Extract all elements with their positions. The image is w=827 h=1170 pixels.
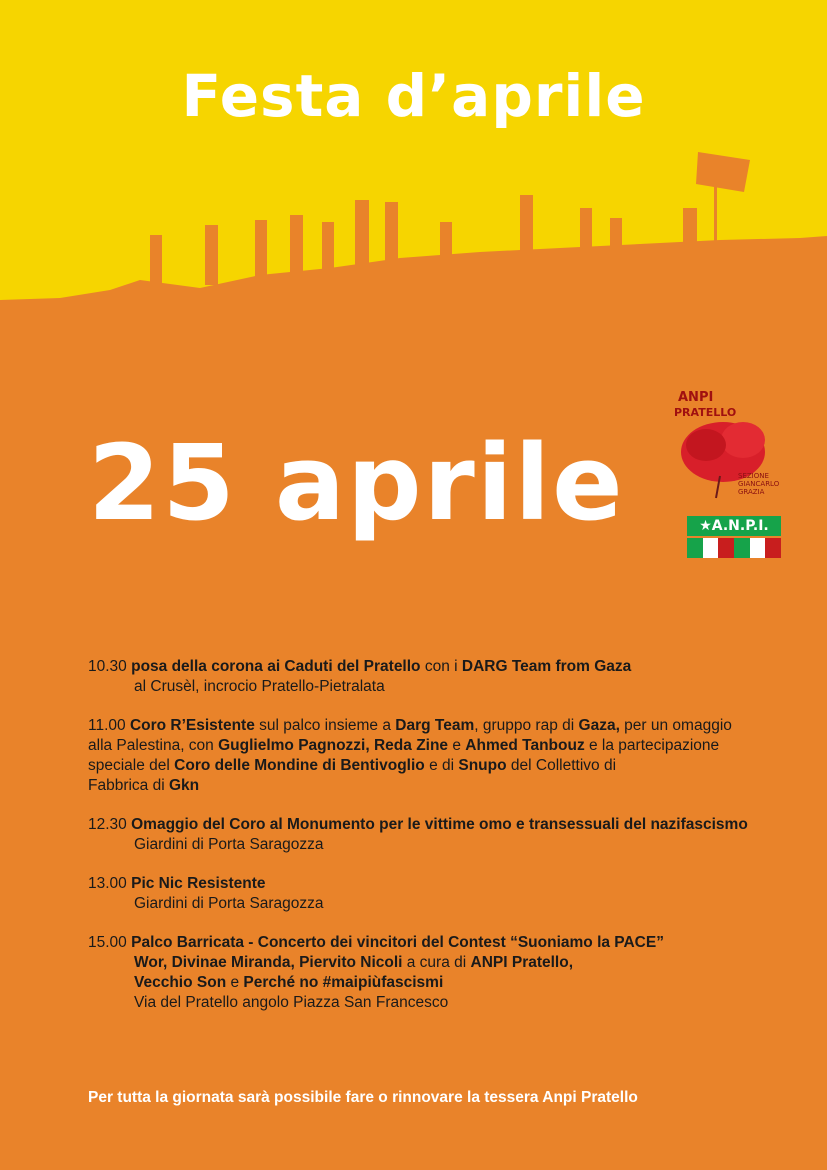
program-text: e la partecipazione <box>584 737 720 754</box>
program-entry-headline <box>88 874 748 894</box>
anpi-pratello-logo <box>668 390 788 505</box>
program-time: 10.30 <box>88 658 127 675</box>
program-text-bold: Coro R’Esistente <box>129 717 255 734</box>
program-text-bold: Pic Nic Resistente <box>131 875 266 892</box>
program-location: Giardini di Porta Saragozza <box>134 895 324 912</box>
program-entry <box>88 716 748 796</box>
program-location: Giardini di Porta Saragozza <box>134 836 324 853</box>
poster-title: Festa d’aprile <box>181 62 646 130</box>
program-entry-headline <box>88 815 748 835</box>
program-entry <box>88 657 748 697</box>
program-time: 15.00 <box>88 934 127 951</box>
program-text: Fabbrica di <box>88 777 169 794</box>
anpi-logo <box>687 516 781 558</box>
program-entry <box>88 815 748 855</box>
program-text: e di <box>424 757 459 774</box>
program-text-bold: Darg Team <box>395 717 475 734</box>
program-text-bold: Vecchio Son <box>134 974 227 991</box>
program-text-bold: Omaggio del Coro al Monumento per le vittime omo e transessuali del nazifascismo <box>131 816 748 833</box>
program-text-bold: Gaza, <box>578 717 620 734</box>
program-detail-line <box>88 756 748 776</box>
program-text-bold: ANPI Pratello, <box>470 954 574 971</box>
program-text-bold: DARG Team from Gaza <box>461 658 632 675</box>
program-detail-line <box>88 973 748 993</box>
program-time: 13.00 <box>88 875 127 892</box>
program-text: a cura di <box>402 954 471 971</box>
program-text-bold: posa della corona ai Caduti del Pratello <box>131 658 421 675</box>
silhouettes-illustration <box>0 140 827 340</box>
program-text: per un omaggio <box>619 717 732 734</box>
hill-shape <box>0 236 827 340</box>
footer-note: Per tutta la giornata sarà possibile fare o rinnovare la tessera Anpi Pratello <box>88 1089 638 1106</box>
italian-flag-icon <box>687 538 781 558</box>
program-text: e <box>226 974 244 991</box>
program-list <box>88 657 748 1032</box>
program-text-bold: Gkn <box>168 777 200 794</box>
program-text-bold: Perché no #maipiùfascismi <box>243 974 444 991</box>
program-entry <box>88 874 748 914</box>
program-text: alla Palestina, con <box>88 737 219 754</box>
program-time: 12.30 <box>88 816 127 833</box>
program-text: , gruppo rap di <box>474 717 579 734</box>
program-text-bold: Snupo <box>458 757 507 774</box>
program-text-bold: Palco Barricata - Concerto dei vincitori del Contest “Suoniamo la PACE” <box>131 934 664 951</box>
logo-sezione-text: SEZIONE GIANCARLO GRAZIA <box>738 472 780 496</box>
program-detail-line <box>88 993 748 1013</box>
anpi-label: ★A.N.P.I. <box>687 516 781 536</box>
program-detail-line <box>88 736 748 756</box>
logo-line-anpi: ANPI <box>678 390 714 405</box>
program-entry-headline <box>88 657 748 677</box>
program-time: 11.00 <box>88 717 126 734</box>
program-text-bold: Ahmed Tanbouz <box>465 737 585 754</box>
program-text: speciale del <box>88 757 175 774</box>
program-entry-headline <box>88 933 748 953</box>
program-location: al Crusèl, incrocio Pratello-Pietralata <box>134 678 385 695</box>
program-text-bold: Coro delle Mondine di Bentivoglio <box>174 757 425 774</box>
program-text: e <box>448 737 466 754</box>
program-detail-line <box>88 776 748 796</box>
program-text: con i <box>420 658 462 675</box>
program-text: Via del Pratello angolo Piazza San Francesco <box>134 994 449 1011</box>
logo-line-pratello: PRATELLO <box>674 406 737 419</box>
program-text-bold: Guglielmo Pagnozzi, Reda Zine <box>218 737 449 754</box>
program-text: del Collettivo di <box>506 757 617 774</box>
program-text: sul palco insieme a <box>254 717 396 734</box>
program-detail-line <box>88 953 748 973</box>
event-date: 25 aprile <box>88 422 625 544</box>
program-entry-headline <box>88 716 748 736</box>
program-entry <box>88 933 748 1013</box>
program-text-bold: Wor, Divinae Miranda, Piervito Nicoli <box>134 954 403 971</box>
